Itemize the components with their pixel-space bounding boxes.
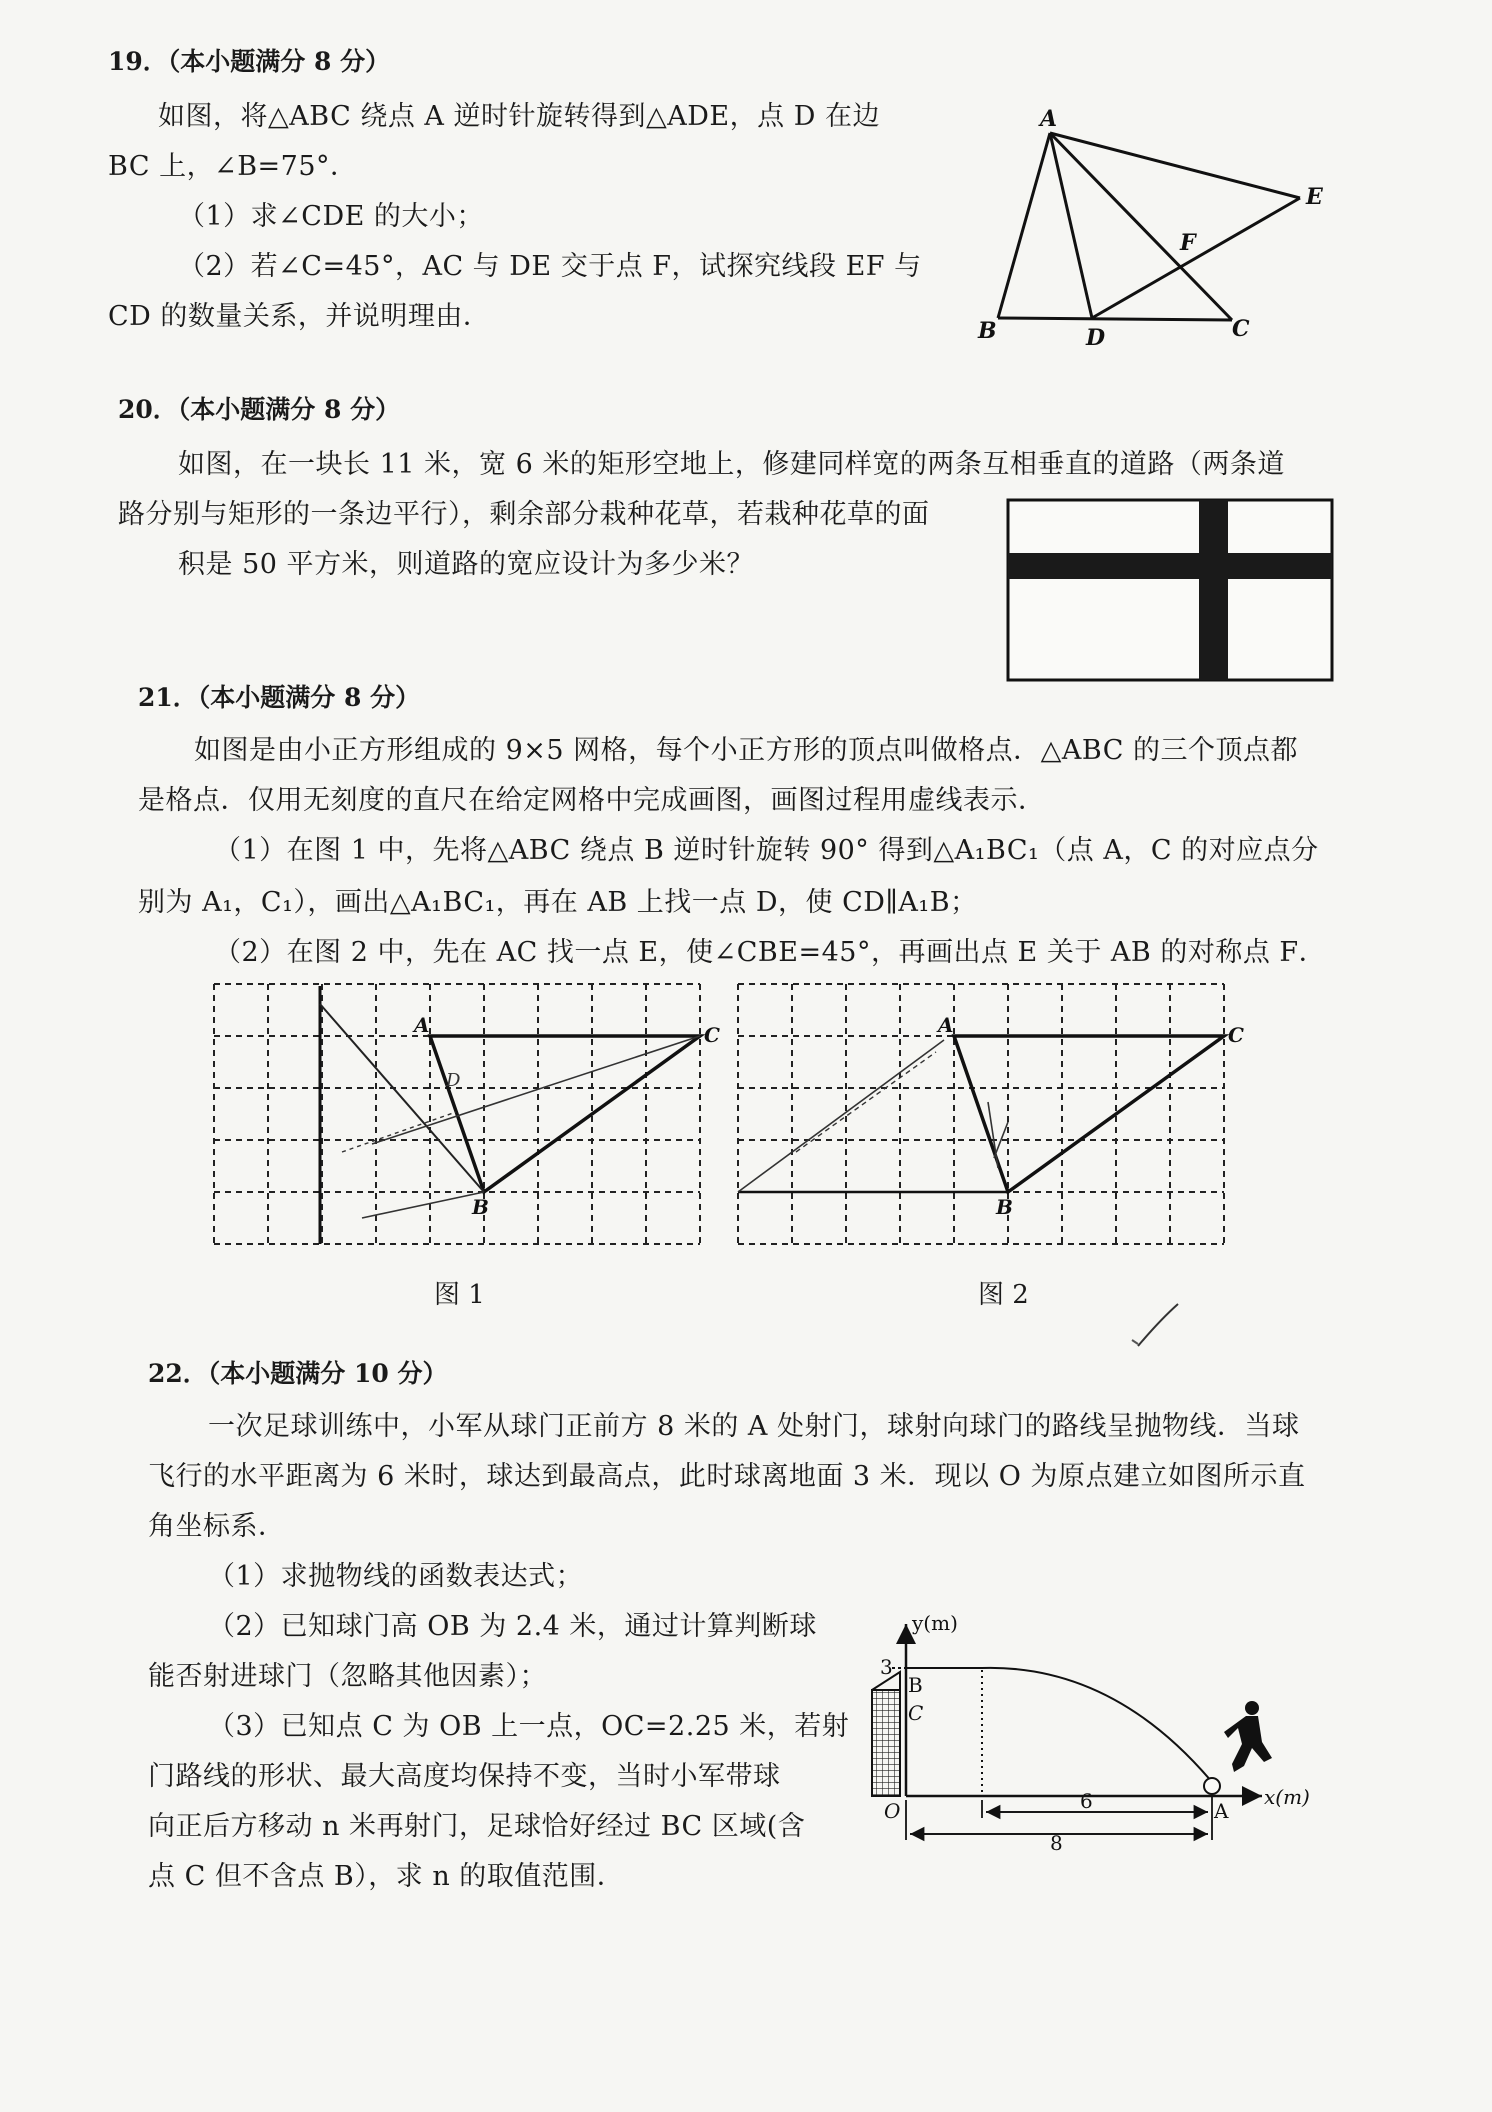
q22-ball [1204,1778,1220,1794]
q22-point-c-label: C [908,1701,924,1725]
q21-fig1-caption: 图 1 [434,1280,485,1310]
q22-point-b-label: B [908,1673,923,1697]
q21-line-3: （1）在图 1 中，先将△ABC 绕点 B 逆时针旋转 90° 得到△A₁BC₁（点 A，C 的对应点分 [214,835,1319,866]
q19-line-5: CD 的数量关系，并说明理由． [108,301,491,332]
grid-label-b: B [996,1195,1013,1219]
q22-line-6: 能否射进球门（忽略其他因素）； [148,1661,547,1692]
q22-line-5: （2）已知球门高 OB 为 2.4 米，通过计算判断球 [208,1611,817,1642]
q21-line-5: （2）在图 2 中，先在 AC 找一点 E，使∠CBE=45°，再画出点 E 关于 AB 的对称点 F． [214,937,1327,968]
q21-header: 21．（本小题满分 8 分） [138,683,421,712]
q20-line-3: 积是 50 平方米，则道路的宽应设计为多少米？ [178,549,755,580]
q22-origin-label: O [884,1799,901,1823]
q20-header: 20．（本小题满分 8 分） [118,395,401,424]
q22-dim-8: 8 [1050,1831,1063,1855]
q22-dim-6: 6 [1080,1789,1093,1813]
q22-line-8: 门路线的形状、最大高度均保持不变，当时小军带球 [148,1761,781,1792]
q22-ball-trajectory [906,1668,1212,1782]
grid-label-b: B [472,1195,489,1219]
q22-player-icon [1224,1701,1272,1772]
q20-line-1: 如图，在一块长 11 米，宽 6 米的矩形空地上，修建同样宽的两条互相垂直的道路（两条道 [178,449,1285,480]
q19-label-e: E [1306,184,1323,210]
q22-y-axis-label: y(m) [912,1611,958,1635]
q19-line-1: 如图，将△ABC 绕点 A 逆时针旋转得到△ADE，点 D 在边 [158,101,880,132]
q19-line-3: （1）求∠CDE 的大小； [178,201,484,232]
grid-label-a: A [938,1013,954,1037]
grid-label-c: C [704,1023,720,1047]
q22-line-4: （1）求抛物线的函数表达式； [208,1561,584,1592]
q19-header: 19．（本小题满分 8 分） [108,47,391,76]
q19-line-4: （2）若∠C=45°，AC 与 DE 交于点 F，试探究线段 EF 与 [178,251,922,282]
q19-label-f: F [1180,230,1196,256]
grid-label-c: C [1228,1023,1244,1047]
q22-tick-3: 3 [880,1655,893,1679]
q22-goal-net [872,1690,900,1796]
q22-line-1: 一次足球训练中，小军从球门正前方 8 米的 A 处射门，球射向球门的路线呈抛物线．当球 [208,1411,1300,1442]
q21-line-2: 是格点．仅用无刻度的直尺在给定网格中完成画图，画图过程用虚线表示． [138,785,1046,816]
q21-fig2-caption: 图 2 [978,1280,1029,1310]
q19-label-b: B [978,318,997,344]
q19-label-a: A [1040,106,1058,132]
q20-line-2: 路分别与矩形的一条边平行），剩余部分栽种花草，若栽种花草的面 [118,499,930,530]
q21-line-4: 别为 A₁，C₁），画出△A₁BC₁，再在 AB 上找一点 D，使 CD∥A₁B； [138,887,978,918]
grid-label-a: A [414,1013,430,1037]
q22-line-3: 角坐标系． [148,1511,286,1542]
q22-line-7: （3）已知点 C 为 OB 上一点，OC=2.25 米，若射 [208,1711,850,1742]
q19-label-d: D [1086,325,1106,351]
q22-line-10: 点 C 但不含点 B），求 n 的取值范围． [148,1861,625,1892]
grid-label-d: D [446,1070,461,1091]
q22-line-2: 飞行的水平距离为 6 米时，球达到最高点，此时球离地面 3 米．现以 O 为原点建立如图所示直 [148,1461,1306,1492]
q19-line-2: BC 上，∠B=75°． [108,151,358,182]
q22-header: 22．（本小题满分 10 分） [148,1359,448,1388]
q22-x-axis-label: x(m) [1264,1785,1310,1809]
q22-point-a-label: A [1214,1799,1229,1823]
q22-line-9: 向正后方移动 n 米再射门，足球恰好经过 BC 区域(含 [148,1811,806,1842]
q21-line-1: 如图是由小正方形组成的 9×5 网格，每个小正方形的顶点叫做格点．△ABC 的三个顶点都 [194,735,1298,766]
q19-label-c: C [1232,316,1250,342]
